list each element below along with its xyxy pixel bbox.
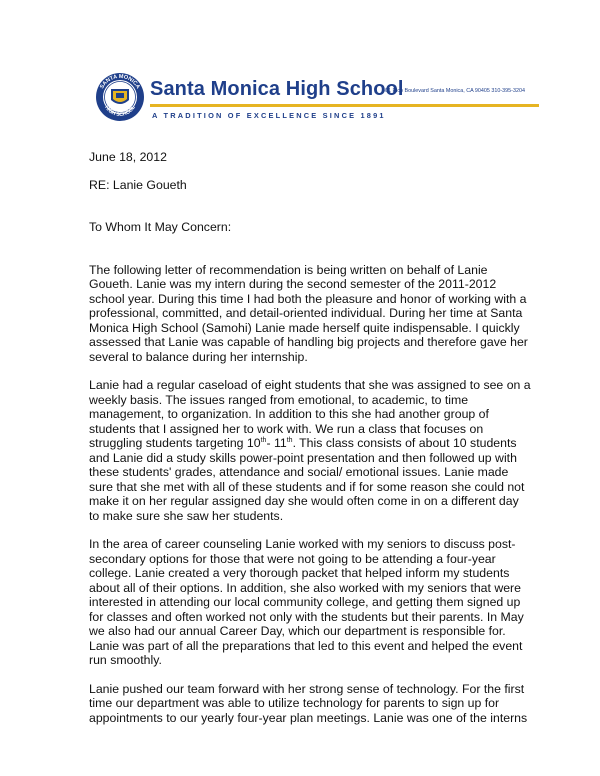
paragraph-1 xyxy=(89,263,529,365)
text-line-struggling xyxy=(89,436,529,451)
text-line: sure that she met with all of these students and if for some reason she could not xyxy=(89,479,525,494)
letterhead xyxy=(95,72,545,124)
text-line: we also had our annual Career Day, which our department is responsible for. xyxy=(89,624,506,638)
text-line: weekly basis. The issues ranged from emotional, to academic, to time xyxy=(89,392,469,407)
paragraph-3 xyxy=(89,537,529,668)
struggling-pre: struggling students targeting 10 xyxy=(89,436,261,450)
text-line: and Lanie did a study skills power-point presentation and then followed up with xyxy=(89,450,517,465)
struggling-post: . This class consists of about 10 students xyxy=(292,436,517,450)
seal-text-bottom: HIGH SCHOOL xyxy=(103,104,137,119)
text-line: Lanie had a regular caseload of eight students that she was assigned to see on a xyxy=(89,378,531,392)
text-line: time our department was able to utilize technology for parents to sign up for xyxy=(89,696,500,710)
text-line: about all of their options. In addition, she also worked with my seniors that were xyxy=(89,580,521,595)
paragraph-4 xyxy=(89,682,529,726)
school-name: Santa Monica High School xyxy=(150,78,404,100)
sup-th-2: th xyxy=(286,436,293,444)
school-address: 601 Pico Boulevard Santa Monica, CA 90405 310-395-3204 xyxy=(382,88,525,94)
text-line: for classes and often worked not only with the students but their parents. In May xyxy=(89,609,524,624)
letter-salutation: To Whom It May Concern: xyxy=(89,220,232,234)
text-line: secondary options for those that were not going to be attending a four-year xyxy=(89,551,496,566)
gold-rule xyxy=(150,104,539,107)
sup-th-1: th xyxy=(260,436,267,444)
text-line: management, to organization. In addition to this she had another group of xyxy=(89,407,489,421)
school-tagline: A TRADITION OF EXCELLENCE SINCE 1891 xyxy=(152,111,386,120)
text-line: Monica High School (Samohi) Lanie made herself quite indispensable. I quickly xyxy=(89,320,520,335)
letter-re: RE: Lanie Goueth xyxy=(89,177,187,192)
struggling-mid: - 11 xyxy=(266,436,287,450)
text-line: Goueth. Lanie was my intern during the second semester of the 2011-2012 xyxy=(89,277,497,291)
text-line: run smoothly. xyxy=(89,653,162,667)
text-line: assessed that Lanie was capable of handling big projects and therefore gave her xyxy=(89,335,528,349)
text-line: appointments to our yearly four-year plan meetings. Lanie was one of the interns xyxy=(89,710,528,725)
text-line: to make sure she saw her students. xyxy=(89,508,284,523)
text-line: students that I assigned her to work with. We run a class that focuses on xyxy=(89,421,484,436)
letter-date: June 18, 2012 xyxy=(89,150,167,164)
school-seal-icon xyxy=(95,72,145,122)
text-line: Lanie pushed our team forward with her strong sense of technology. For the first xyxy=(89,681,525,696)
text-line: professional, committed, and detail-oriented individual. During her time at Santa xyxy=(89,306,523,320)
text-line: these students' grades, attendance and social/ emotional issues. Lanie made xyxy=(89,465,509,479)
text-line: The following letter of recommendation is being written on behalf of Lanie xyxy=(89,262,488,277)
text-line: college. Lanie created a very thorough packet that helped inform my students xyxy=(89,566,510,580)
text-line: several to balance during her internship. xyxy=(89,349,308,364)
text-line: interested in attending our local community college, and getting them signed up xyxy=(89,595,521,609)
seal-text-top: SANTA MONICA xyxy=(99,73,141,91)
text-line: Lanie was part of all the preparations that led to this event and helped the event xyxy=(89,638,523,653)
letter-body xyxy=(89,150,529,739)
text-line: make it on her regular assigned day she would often come in on a different day xyxy=(89,494,519,508)
paragraph-2 xyxy=(89,378,529,523)
text-line: school year. During this time I had both the pleasure and honor of working with a xyxy=(89,291,527,306)
text-line: In the area of career counseling Lanie worked with my seniors to discuss post- xyxy=(89,537,516,551)
